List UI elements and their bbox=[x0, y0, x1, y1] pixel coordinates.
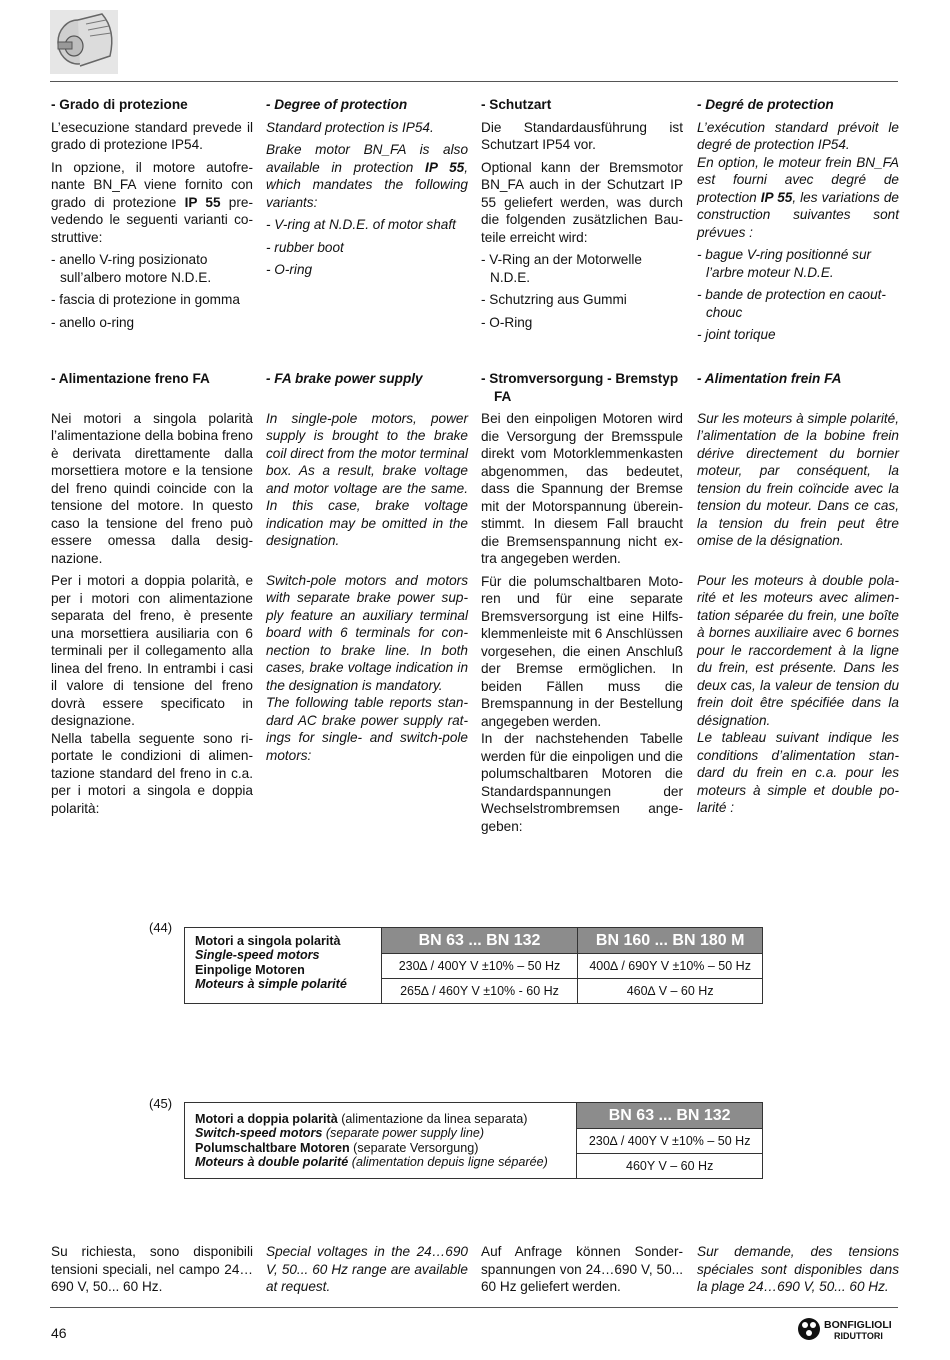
svg-text:BONFIGLIOLI: BONFIGLIOLI bbox=[824, 1319, 892, 1331]
supply-it bbox=[51, 370, 253, 822]
motor-icon bbox=[50, 10, 118, 74]
special-en: Special voltages in the 24…690 V, 50... 60 Hz range are available at request. bbox=[266, 1244, 468, 1294]
table-44-header: BN 63 ... BN 132 bbox=[381, 928, 578, 954]
supply-en-p3: The following table reports standard AC brake power supply ratings for single- and switch-pole motors: bbox=[266, 695, 468, 763]
protection-de-p1: Die Standardausführung ist Schutzart IP54 vor. bbox=[481, 119, 683, 152]
protection-it-p2: In opzione, il motore autofrenante BN_FA viene fornito con grado di protezione IP 55 prevedendo le seguenti varianti costruttive: bbox=[51, 159, 253, 245]
supply-fr-p2: Pour les moteurs à double polarité et les moteurs avec alimentation séparée du frein, une boîte à bornes auxiliaire avec 6 bornes pour le raccordement à la ligne du frein, est présente. Dans les deux cas, la valeur de tension du frein doit être spécifiée dans la désignation. bbox=[697, 572, 899, 728]
protection-en-title: - Degree of protection bbox=[266, 97, 408, 112]
supply-de-p1: Bei den einpoligen Motoren wird die Versorgung der Bremsspule direkt vom Motorklemmenkasten abgenommen, das bedeutet, dass die Spannung der Bremse mit der Motorspannung übereinstimmt. In diesem Fall braucht die Bremsenspannung nicht extra angegeben werden. bbox=[481, 411, 683, 566]
list-item: - rubber boot bbox=[266, 239, 344, 255]
supply-it-title: - Alimentazione freno FA bbox=[51, 371, 210, 386]
protection-fr-p1: L’exécution standard prévoit le degré de protection IP54. bbox=[697, 119, 899, 152]
bonfiglioli-logo-icon bbox=[797, 1316, 901, 1342]
supply-fr-p1: Sur les moteurs à simple polarité, l’alimentation de la bobine frein dérive directement du bornier moteur, par conséquent, la tension du frein coïncide avec la tension du moteur. Dans ce cas, la tension du frein peut être omise de la désignation. bbox=[697, 410, 899, 548]
special-de: Auf Anfrage können Sonderspannungen von 24…690 V, 50... 60 Hz geliefert werden. bbox=[481, 1244, 683, 1294]
supply-en bbox=[266, 370, 468, 769]
table-cell: 400∆ / 690Y V ±10% – 50 Hz bbox=[578, 954, 763, 979]
protection-en-p1: Standard protection is IP54. bbox=[266, 119, 434, 135]
protection-de-title: - Schutzart bbox=[481, 97, 552, 112]
supply-it-p3: Nella tabella seguente sono riportate le condizioni di alimentazione standard del freno in c.a. per i motori a singola e doppia polarità: bbox=[51, 730, 253, 816]
table-45 bbox=[184, 1102, 763, 1179]
protection-en bbox=[266, 96, 468, 284]
footer-rule bbox=[50, 1307, 898, 1308]
supply-de bbox=[481, 370, 683, 840]
supply-de-p2: Für die polumschaltbaren Motoren und für eine separate Bremsversorgung ist eine Hilfsklemmenleiste mit 6 Anschlüssen vorgesehen, die einen Anschluß der Bremse ermöglichen. In beiden Fällen muss die Bremspannung in der Bestellung angegeben werden. bbox=[481, 573, 683, 729]
list-item: - fascia di protezione in gomma bbox=[51, 292, 240, 307]
supply-fr-p3: Le tableau suivant indique les conditions d’alimentation standard du frein en c.a. pour les moteurs à simple et double polarité : bbox=[697, 730, 899, 815]
protection-it-p1: L’esecuzione standard prevede il grado di protezione IP54. bbox=[51, 119, 253, 152]
supply-en-p2: Switch-pole motors and motors with separate brake power supply feature an auxiliary terminal board with 6 terminals for connection to brake line. In both cases, brake voltage indication in the designation is mandatory. bbox=[266, 572, 468, 693]
svg-text:RIDUTTORI: RIDUTTORI bbox=[834, 1331, 883, 1341]
protection-it-title: - Grado di protezione bbox=[51, 97, 188, 112]
list-item: - bande de protection en caoutchouc bbox=[697, 287, 886, 320]
protection-fr-p2: En option, le moteur frein BN_FA est fourni avec degré de protection IP 55, les variations de construction suivantes sont prévues : bbox=[697, 154, 899, 240]
protection-de bbox=[481, 96, 683, 336]
supply-en-p1: In single-pole motors, power supply is brought to the brake coil direct from the motor terminal box. As a result, brake voltage and motor voltage are the same. In this case, brake voltage indication may be omitted in the designation. bbox=[266, 410, 468, 548]
protection-fr bbox=[697, 96, 899, 349]
protection-de-p2: Optional kann der Bremsmotor BN_FA auch in der Schutzart IP 55 geliefert werden, was durch die folgenden zusätzlichen Bauteile erreicht wird: bbox=[481, 159, 683, 245]
protection-it bbox=[51, 96, 253, 336]
list-item: - anello V-ring posizionato sull’albero motore N.D.E. bbox=[51, 252, 212, 285]
table-45-number: (45) bbox=[149, 1096, 173, 1111]
list-item: - Schutzring aus Gummi bbox=[481, 292, 627, 307]
table-44 bbox=[184, 927, 763, 1004]
supply-it-p1: Nei motori a singola polarità l’alimentazione della bobina freno è derivata direttamente dalla morsettiera motore e la tensione del freno quindi coincide con la tensione del motore. In questo caso la tensione del freno può essere omessa dalla designazione. bbox=[51, 410, 253, 566]
supply-de-title: - Stromversorgung - Bremstyp FA bbox=[481, 371, 679, 404]
table-44-header: BN 160 ... BN 180 M bbox=[578, 928, 763, 954]
list-item: - V-ring at N.D.E. of motor shaft bbox=[266, 217, 456, 232]
list-item: - bague V-ring positionné sur l’arbre moteur N.D.E. bbox=[697, 247, 872, 280]
special-fr: Sur demande, des tensions spéciales sont disponibles dans la plage 24…690 V, 50... 60 Hz. bbox=[697, 1244, 899, 1294]
protection-fr-title: - Degré de protection bbox=[697, 97, 834, 112]
table-45-label: Motori a doppia polarità (alimentazione da linea separata) Switch-speed motors (separate power supply line) Polumschaltbare Motoren (separate Versorgung) Moteurs à double polarité (alimentation depuis ligne séparée) bbox=[185, 1103, 577, 1179]
header-rule bbox=[50, 81, 898, 82]
supply-it-p2: Per i motori a doppia polarità, e per i motori con alimentazione separata del freno, è presente una morsettiera ausiliaria con 6 terminali per il collegamento alla linea del freno. In entrambi i casi il valore di tensione del freno dovrà essere specificato in designazione. bbox=[51, 573, 253, 728]
special-it: Su richiesta, sono disponibili tensioni speciali, nel campo 24…690 V, 50... 60 Hz. bbox=[51, 1244, 253, 1294]
supply-fr bbox=[697, 370, 899, 822]
table-44-label: Motori a singola polarità Single-speed motors Einpolige Motoren Moteurs à simple polarité bbox=[185, 928, 382, 1004]
list-item: - anello o-ring bbox=[51, 314, 135, 330]
supply-fr-title: - Alimentation frein FA bbox=[697, 371, 842, 386]
table-cell: 230∆ / 400Y V ±10% – 50 Hz bbox=[577, 1129, 763, 1154]
supply-en-title: - FA brake power supply bbox=[266, 371, 423, 386]
table-44-number: (44) bbox=[149, 920, 173, 935]
list-item: - O-Ring bbox=[481, 314, 533, 330]
protection-en-p2: Brake motor BN_FA is also available in protection IP 55, which mandates the following variants: bbox=[266, 142, 468, 210]
table-cell: 460Y V – 60 Hz bbox=[577, 1154, 763, 1179]
supply-de-p3: In der nachstehenden Tabelle werden für die einpoligen und die polumschaltbaren Motoren die Standardspannungen der Wechselstrombremsen angegeben: bbox=[481, 731, 683, 834]
list-item: - joint torique bbox=[697, 327, 776, 342]
table-cell: 230∆ / 400Y V ±10% – 50 Hz bbox=[381, 954, 578, 979]
table-cell: 460∆ V – 60 Hz bbox=[578, 979, 763, 1004]
page-number: 46 bbox=[51, 1325, 67, 1341]
list-item: - V-Ring an der Motorwelle N.D.E. bbox=[481, 252, 642, 285]
list-item: - O-ring bbox=[266, 262, 313, 277]
table-cell: 265∆ / 460Y V ±10% - 60 Hz bbox=[381, 979, 578, 1004]
table-45-header: BN 63 ... BN 132 bbox=[577, 1103, 763, 1129]
